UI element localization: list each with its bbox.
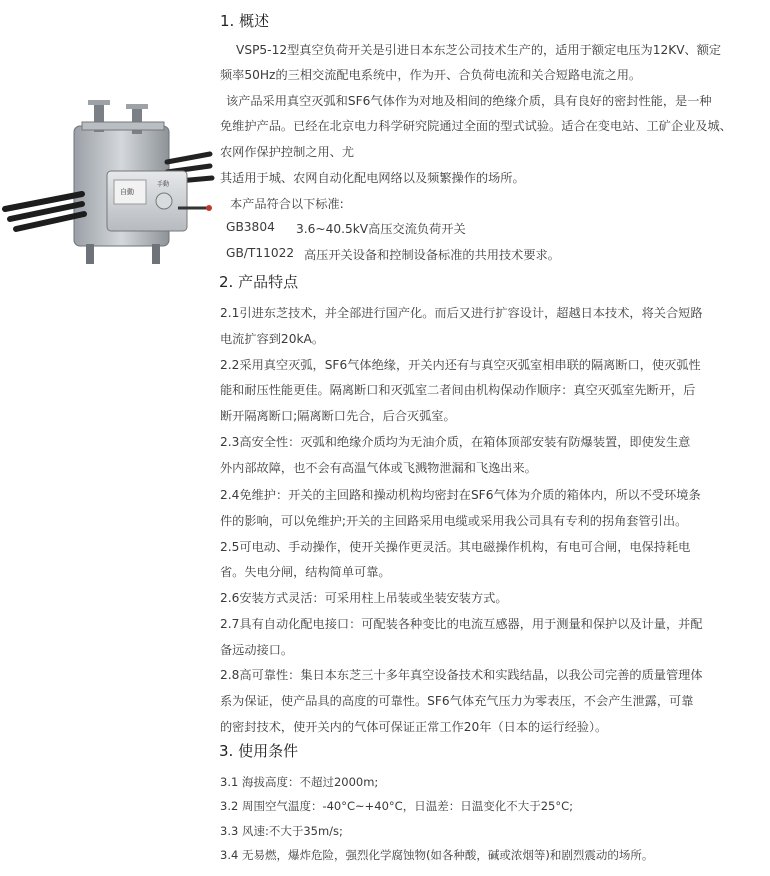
panel-label-auto: 自動 [120, 188, 134, 196]
panel-label-manual: 手動 [157, 181, 170, 188]
section2-line: 2.4免维护：开关的主回路和操动机构均密封在SF6气体为介质的箱体内，所以不受环境条 [220, 488, 701, 502]
section1-line: 本产品符合以下标准: [230, 197, 344, 211]
section2-line: 备远动接口。 [220, 643, 294, 657]
section2-line: 2.2采用真空灭弧，SF6气体绝缘，开关内还有与真空灭弧室相串联的隔离断口，使灭弧性 [220, 358, 701, 372]
section2-line: 2.3高安全性：灭弧和绝缘介质均为无油介质，在箱体顶部安装有防爆装置，即使发生意 [220, 435, 691, 449]
section2-heading: 2. 产品特点 [219, 273, 299, 291]
section1-line: 免维护产品。已经在北京电力科学研究院通过全面的型式试验。适合在变电站、工矿企业及城、 [220, 119, 732, 133]
section2-line: 2.5可电动、手动操作，使开关操作更灵活。其电磁操作机构，有电可合闸，电保持耗电 [220, 540, 691, 554]
section3-heading: 3. 使用条件 [219, 742, 299, 760]
standard-code: GB3804 [226, 220, 275, 234]
section1-line: VSP5-12型真空负荷开关是引进日本东芝公司技术生产的，适用于额定电压为12KV、额定 [236, 43, 722, 57]
section3-line: 3.1 海拔高度：不超过2000m; [220, 775, 379, 789]
section1-line: 其适用于城、农网自动化配电网络以及频繁操作的场所。 [220, 171, 525, 185]
section1-line: 该产品采用真空灭弧和SF6气体作为对地及相间的绝缘介质，具有良好的密封性能，是一种 [226, 94, 712, 108]
section2-line: 省。失电分闸，结构简单可靠。 [220, 565, 391, 579]
section3-line: 3.3 风速:不大于35m/s; [220, 824, 343, 838]
section2-line: 电流扩容到20kA。 [220, 332, 325, 346]
section2-line: 外内部故障，也不会有高温气体或飞溅物泄漏和飞逸出来。 [220, 461, 537, 475]
section2-line: 能和耐压性能更佳。隔离断口和灭弧室二者间由机构保动作顺序：真空灭弧室先断开，后 [220, 383, 696, 397]
section2-line: 断开隔离断口;隔离断口先合，后合灭弧室。 [220, 409, 456, 423]
section2-line: 2.7具有自动化配电接口：可配装各种变比的电流互感器，用于测量和保护以及计量，并配 [220, 617, 703, 631]
section2-line: 2.8高可靠性：集日本东芝三十多年真空设备技术和实践结晶，以我公司完善的质量管理体 [220, 668, 703, 682]
section3-line: 3.4 无易燃，爆炸危险，强烈化学腐蚀物(如各种酸，碱或浓烟等)和剧烈震动的场所。 [220, 848, 654, 862]
standard-code: GB/T11022 [226, 246, 295, 260]
section1-line: 频率50Hz的三相交流配电系统中，作为开、合负荷电流和关合短路电流之用。 [220, 68, 642, 82]
section2-line: 2.1引进东芝技术，并全部进行国产化。而后又进行扩容设计，超越日本技术，将关合短路 [220, 306, 703, 320]
section2-line: 2.6安装方式灵活：可采用柱上吊装或坐装安装方式。 [220, 591, 508, 605]
section2-line: 系为保证，使产品具的高度的可靠性。SF6气体充气压力为零表压，不会产生泄露，可靠 [220, 694, 694, 708]
section2-line: 件的影响，可以免维护;开关的主回路采用电缆或采用我公司具有专利的拐角套管引出。 [220, 514, 688, 528]
section3-line: 3.2 周围空气温度：-40°C~+40°C，日温差：日温变化不大于25°C; [220, 799, 573, 813]
section1-line: 农网作保护控制之用、尤 [220, 145, 355, 159]
section1-heading: 1. 概述 [220, 12, 270, 30]
section2-line: 的密封技术，使开关内的气体可保证正常工作20年（日本的运行经验）。 [220, 720, 608, 734]
product-image [2, 96, 217, 266]
standard-name: 3.6~40.5kV高压交流负荷开关 [296, 222, 466, 236]
standard-name: 高压开关设备和控制设备标准的共用技术要求。 [304, 248, 560, 262]
